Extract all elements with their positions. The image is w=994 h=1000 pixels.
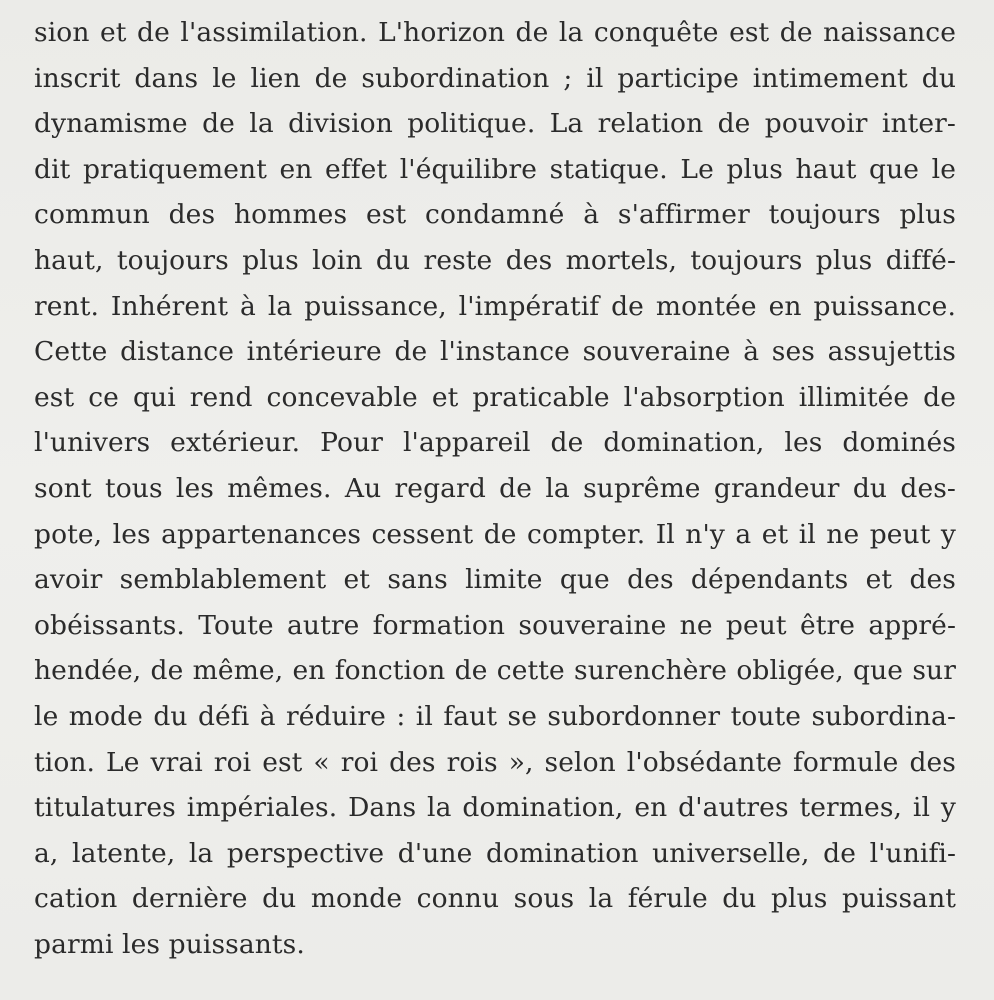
text-line: obéissants. Toute autre formation souveraine ne peut être appré- <box>34 609 956 641</box>
text-line: dit pratiquement en effet l'équilibre statique. Le plus haut que le <box>34 153 956 185</box>
text-line: avoir semblablement et sans limite que des dépendants et des <box>34 564 956 596</box>
text-line: parmi les puissants. <box>34 928 305 960</box>
text-line: est ce qui rend concevable et praticable l'absorption illimitée de <box>34 381 956 413</box>
text-line: Cette distance intérieure de l'instance souveraine à ses assujettis <box>34 336 956 368</box>
text-line: commun des hommes est condamné à s'affirmer toujours plus <box>34 199 956 231</box>
text-line: a, latente, la perspective d'une domination universelle, de l'unifi- <box>34 837 956 869</box>
text-line: inscrit dans le lien de subordination ; il participe intimement du <box>34 62 956 94</box>
text-line: titulatures impériales. Dans la domination, en d'autres termes, il y <box>34 792 956 824</box>
text-line: sont tous les mêmes. Au regard de la suprême grandeur du des- <box>34 472 956 504</box>
text-line: pote, les appartenances cessent de compter. Il n'y a et il ne peut y <box>34 518 956 550</box>
text-line: rent. Inhérent à la puissance, l'impératif de montée en puissance. <box>34 290 956 322</box>
text-line: tion. Le vrai roi est « roi des rois », selon l'obsédante formule des <box>34 746 956 778</box>
text-line: le mode du défi à réduire : il faut se subordonner toute subordina- <box>34 700 956 732</box>
text-line: sion et de l'assimilation. L'horizon de la conquête est de naissance <box>34 17 956 48</box>
text-line: cation dernière du monde connu sous la férule du plus puissant <box>34 883 956 915</box>
text-line: hendée, de même, en fonction de cette surenchère obligée, que sur <box>34 655 956 687</box>
text-line: dynamisme de la division politique. La relation de pouvoir inter- <box>34 108 956 140</box>
body-paragraph <box>34 10 956 967</box>
text-line: haut, toujours plus loin du reste des mortels, toujours plus diffé- <box>34 244 956 276</box>
text-line: l'univers extérieur. Pour l'appareil de domination, les dominés <box>34 427 956 459</box>
